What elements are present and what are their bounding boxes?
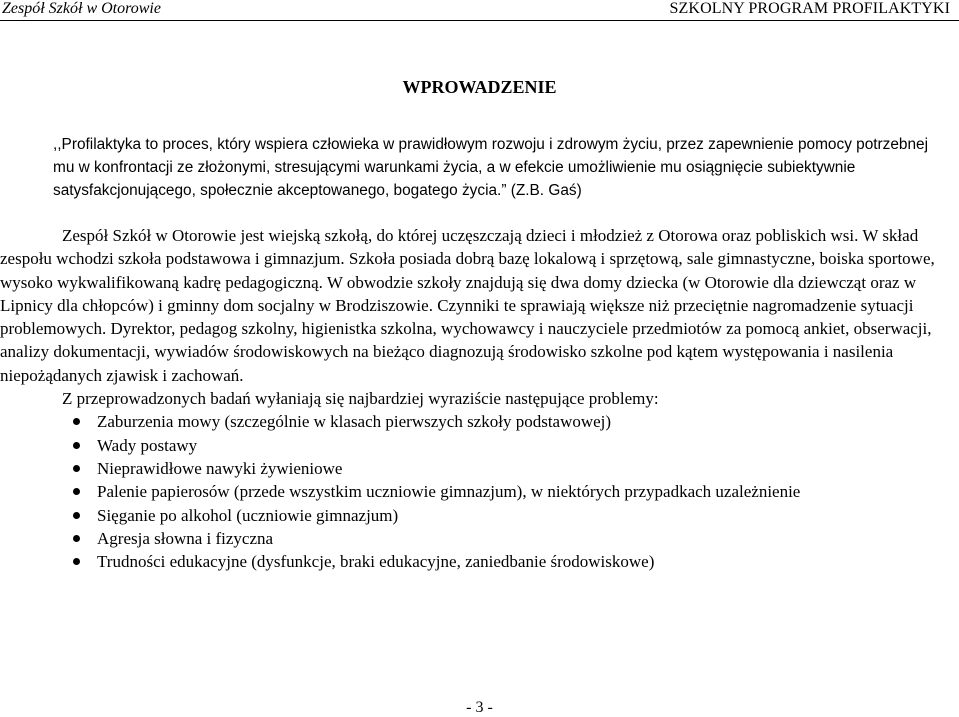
bullet-icon bbox=[73, 558, 80, 565]
list-item bbox=[0, 550, 953, 573]
bullet-icon bbox=[73, 512, 80, 519]
list-item bbox=[0, 504, 953, 527]
problems-lead: Z przeprowadzonych badań wyłaniają się najbardziej wyraziście następujące problemy: bbox=[62, 389, 659, 409]
list-item bbox=[0, 527, 953, 550]
page-number: - 3 - bbox=[466, 699, 493, 716]
bullet-icon bbox=[73, 465, 80, 472]
list-item-text: Nieprawidłowe nawyki żywieniowe bbox=[97, 458, 343, 478]
header-school-name: Zespół Szkół w Otorowie bbox=[2, 0, 161, 17]
intro-quote: ,,Profilaktyka to proces, który wspiera człowieka w prawidłowym rozwoju i zdrowym życiu, przez zapewnienie pomocy potrzebnej mu w konfrontacji ze złożonymi, stresującymi warunkami życia, a w efekcie umożliwienie mu osiągnięcie subiektywnie satysfakcjonującego, społecznie akceptowanego, bogatego życia.” (Z.B. Gaś) bbox=[53, 136, 929, 199]
problems-list bbox=[0, 410, 953, 573]
main-body bbox=[0, 224, 953, 573]
list-item bbox=[0, 457, 953, 480]
list-item bbox=[0, 434, 953, 457]
paragraph-school-description: Zespół Szkół w Otorowie jest wiejską szkołą, do której uczęszczają dzieci i młodzież z Otorowa oraz pobliskich wsi. W skład zespołu wchodzi szkoła podstawowa i gimnazjum. Szkoła posiada dobrą bazę lokalową i sprzętową, sale gimnastyczne, boiska sportowe, wysoko wykwalifikowaną kadrę pedagogiczną. W obwodzie szkoły znajdują się dwa domy dziecka (w Otorowie dla dziewcząt oraz w Lipnicy dla chłopców) i gminny dom socjalny w Brodziszowie. Czynniki te sprawiają większe niż przeciętnie nagromadzenie sytuacji problemowych. Dyrektor, pedagog szkolny, higienistka szkolna, wychowawcy i nauczyciele przedmiotów za pomocą ankiet, obserwacji, analizy dokumentacji, wywiadów środowiskowych na bieżąco diagnozują środowisko szkolne pod kątem występowania i nasilenia niepożądanych zjawisk i zachowań. bbox=[0, 226, 935, 385]
list-item-text: Agresja słowna i fizyczna bbox=[97, 528, 274, 548]
bullet-icon bbox=[73, 418, 80, 425]
list-item bbox=[0, 410, 953, 433]
bullet-icon bbox=[73, 535, 80, 542]
list-item bbox=[0, 480, 953, 503]
bullet-icon bbox=[73, 442, 80, 449]
list-item-text: Zaburzenia mowy (szczególnie w klasach pierwszych szkoły podstawowej) bbox=[97, 412, 612, 432]
list-item-text: Trudności edukacyjne (dysfunkcje, braki edukacyjne, zaniedbanie środowiskowe) bbox=[97, 552, 655, 572]
list-item-text: Palenie papierosów (przede wszystkim uczniowie gimnazjum), w niektórych przypadkach uzależnienie bbox=[97, 482, 801, 502]
section-title: WPROWADZENIE bbox=[402, 77, 557, 97]
list-item-text: Wady postawy bbox=[97, 435, 198, 455]
page-header bbox=[0, 0, 959, 23]
bullet-icon bbox=[73, 488, 80, 495]
header-document-title: SZKOLNY PROGRAM PROFILAKTYKI bbox=[669, 0, 950, 17]
list-item-text: Sięganie po alkohol (uczniowie gimnazjum) bbox=[97, 505, 399, 525]
header-rule bbox=[0, 20, 959, 21]
